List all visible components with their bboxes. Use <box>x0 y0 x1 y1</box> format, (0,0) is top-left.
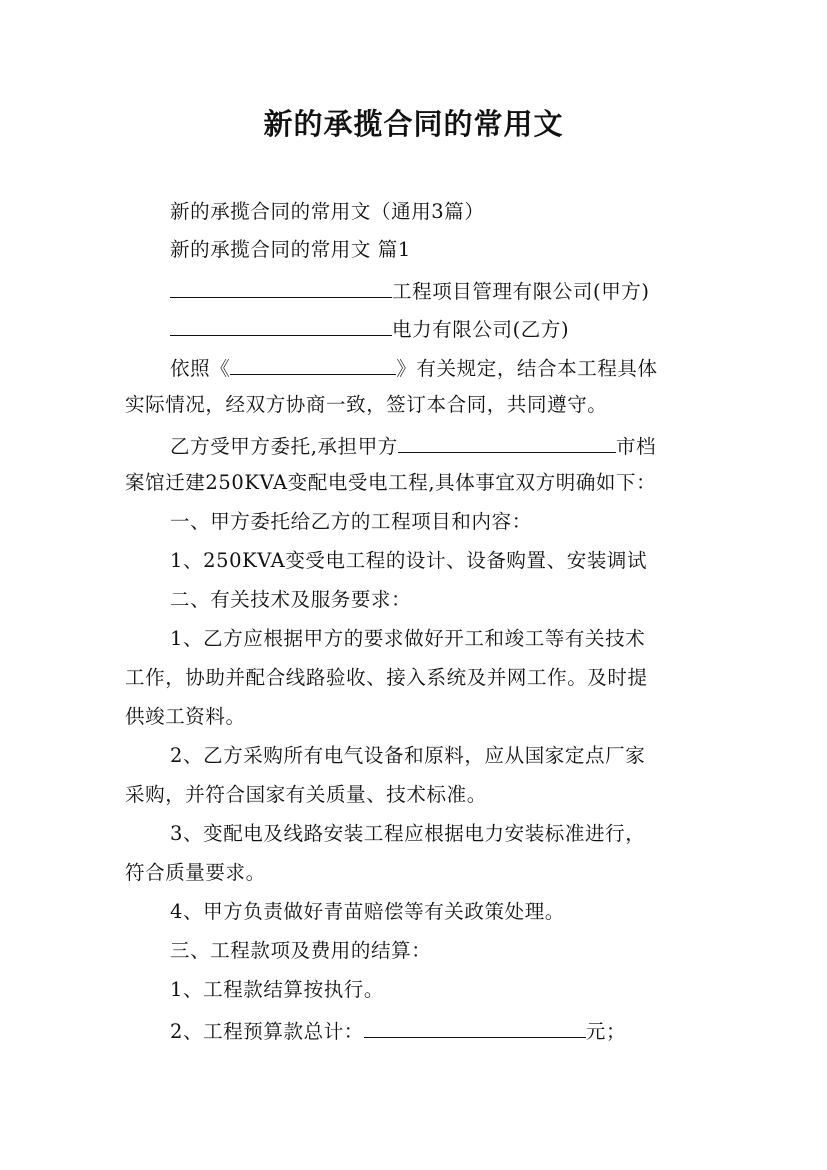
paragraph-line <box>170 980 384 1000</box>
city-blank <box>398 434 616 453</box>
paragraph-line <box>170 551 647 571</box>
paragraph-line <box>170 629 645 649</box>
paragraph-line <box>125 395 607 415</box>
party-a-line <box>170 279 650 302</box>
party-b-blank <box>170 317 392 336</box>
paragraph-text: 依照《 <box>170 357 231 380</box>
paragraph-text: 2、工程预算款总计： <box>170 1020 364 1043</box>
paragraph-line <box>170 1019 626 1042</box>
party-b-line <box>170 317 569 340</box>
paragraph-text: 1、乙方应根据甲方的要求做好开工和竣工等有关技术 <box>170 627 646 650</box>
budget-blank <box>364 1019 586 1038</box>
paragraph-text: 3、变配电及线路安装工程应根据电力安装标准进行， <box>170 822 646 845</box>
paragraph-text: 案馆迁建250KVA变配电受电工程,具体事宜双方明确如下： <box>125 471 657 494</box>
paragraph-text: 符合质量要求。 <box>125 861 266 884</box>
paragraph-line <box>170 434 656 457</box>
paragraph-line <box>125 473 656 493</box>
paragraph-text: 1、工程款结算按执行。 <box>170 978 385 1001</box>
paragraph-line <box>170 824 645 844</box>
paragraph-text: 三、工程款项及费用的结算： <box>170 939 432 962</box>
paragraph-line <box>125 668 648 688</box>
paragraph-line <box>125 863 266 883</box>
paragraph-text: 工作，协助并配合线路验收、接入系统及并网工作。及时提 <box>125 666 648 689</box>
paragraph-text: 一、甲方委托给乙方的工程项目和内容： <box>170 510 532 533</box>
paragraph-line <box>170 941 431 961</box>
paragraph-text: 市档 <box>615 435 657 458</box>
paragraph-line <box>170 512 532 532</box>
party-a-text: 工程项目管理有限公司(甲方) <box>392 280 650 303</box>
paragraph-text: 2、乙方采购所有电气设备和原料，应从国家定点厂家 <box>170 744 646 767</box>
paragraph-text: 》有关规定，结合本工程具体 <box>396 357 658 380</box>
paragraph-text: 4、甲方负责做好青苗赔偿等有关政策处理。 <box>170 900 565 923</box>
paragraph-text: 1、250KVA变受电工程的设计、设备购置、安装调试 <box>170 549 648 572</box>
paragraph-text: 采购，并符合国家有关质量、技术标准。 <box>125 783 487 806</box>
paragraph-line <box>170 746 645 766</box>
paragraph-line <box>170 356 658 379</box>
party-b-text: 电力有限公司(乙方) <box>392 318 570 341</box>
paragraph-text: 实际情况，经双方协商一致，签订本合同，共同遵守。 <box>125 393 608 416</box>
paragraph-line <box>170 590 411 610</box>
subtitle-line <box>170 202 485 222</box>
paragraph-text: 乙方受甲方委托,承担甲方 <box>170 435 398 458</box>
party-a-blank <box>170 279 392 298</box>
paragraph-text: 供竣工资料。 <box>125 705 246 728</box>
section-heading <box>170 240 411 260</box>
paragraph-text: 元； <box>585 1020 627 1043</box>
regulation-blank <box>230 356 396 375</box>
document-title: 新的承揽合同的常用文 <box>263 107 564 141</box>
paragraph-line <box>125 707 246 727</box>
paragraph-text: 二、有关技术及服务要求： <box>170 588 412 611</box>
subtitle-text: 新的承揽合同的常用文（通用3篇） <box>170 200 485 223</box>
paragraph-line <box>125 785 487 805</box>
section-heading-text: 新的承揽合同的常用文 篇1 <box>170 238 411 261</box>
paragraph-line <box>170 902 565 922</box>
